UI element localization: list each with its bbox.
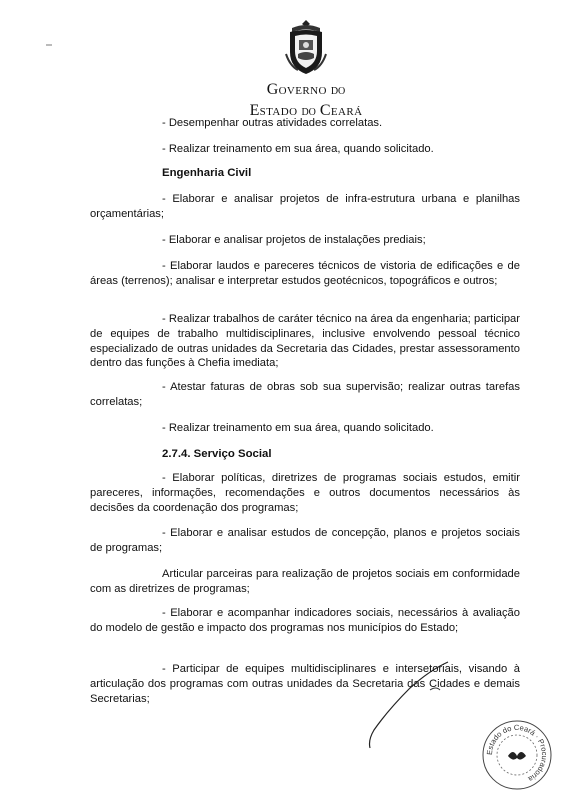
title-word: EARÁ: [330, 106, 363, 118]
paragraph: Articular parceiras para realização de projetos sociais em conformidade com as diretrizes de programas;: [90, 568, 520, 595]
paragraph: - Realizar trabalhos de caráter técnico na área da engenharia; participar de equipes de trabalho multidisciplinares, inclusive envolvendo pessoal técnico especializado de outras unidades da Secretaria das Cidades, prestar assessoramento dentro das funções à Chefia imediata;: [90, 313, 520, 370]
svg-text:Estado do Ceará · Procuradoria: Estado do Ceará · Procuradoria: [484, 722, 550, 784]
paragraph: - Desempenhar outras atividades correlatas.: [162, 117, 383, 129]
signature-mark: [360, 660, 450, 750]
title-word: OVERNO: [278, 85, 327, 97]
title-initial: G: [266, 81, 279, 98]
paragraph: - Elaborar e analisar estudos de concepção, planos e projetos sociais de programas;: [90, 527, 520, 554]
paragraph: - Atestar faturas de obras sob sua supervisão; realizar outras tarefas correlatas;: [90, 381, 520, 408]
paragraph: - Elaborar laudos e pareceres técnicos de vistoria de edificações e de áreas (terrenos); analisar e interpretar estudos geotécnicos, topográficos e outros;: [90, 260, 520, 287]
title-initial: E: [249, 102, 260, 119]
paragraph: - Elaborar e analisar projetos de infra-estrutura urbana e planilhas orçamentárias;: [90, 193, 520, 220]
paragraph: - Realizar treinamento em sua área, quando solicitado.: [162, 422, 434, 434]
state-seal-icon: [284, 18, 328, 76]
government-title-line1: [226, 80, 386, 101]
paragraph: - Elaborar e acompanhar indicadores sociais, necessários à avaliação do modelo de gestão e impacto dos programas nos municípios do Estado;: [90, 607, 520, 634]
title-word: STADO: [259, 106, 298, 118]
margin-mark: [46, 44, 52, 46]
title-initial: C: [319, 102, 331, 119]
paragraph: - Elaborar políticas, diretrizes de programas sociais estudos, emitir pareceres, informações, recomendações e outros documentos necessários às decisões da coordenação dos programas;: [90, 472, 520, 514]
title-preposition: DO: [330, 86, 346, 97]
official-stamp: [480, 718, 554, 792]
paragraph: - Participar de equipes multidisciplinares e intersetoriais, visando à articulação dos programas com outras unidades da Secretaria das Cidades e demais Secretarias;: [90, 663, 520, 705]
paragraph: - Realizar treinamento em sua área, quando solicitado.: [162, 143, 434, 155]
paragraph: - Elaborar e analisar projetos de instalações prediais;: [162, 234, 426, 246]
section-heading: 2.7.4. Serviço Social: [162, 448, 272, 460]
title-preposition: DO: [301, 107, 316, 118]
section-heading: Engenharia Civil: [162, 167, 252, 179]
